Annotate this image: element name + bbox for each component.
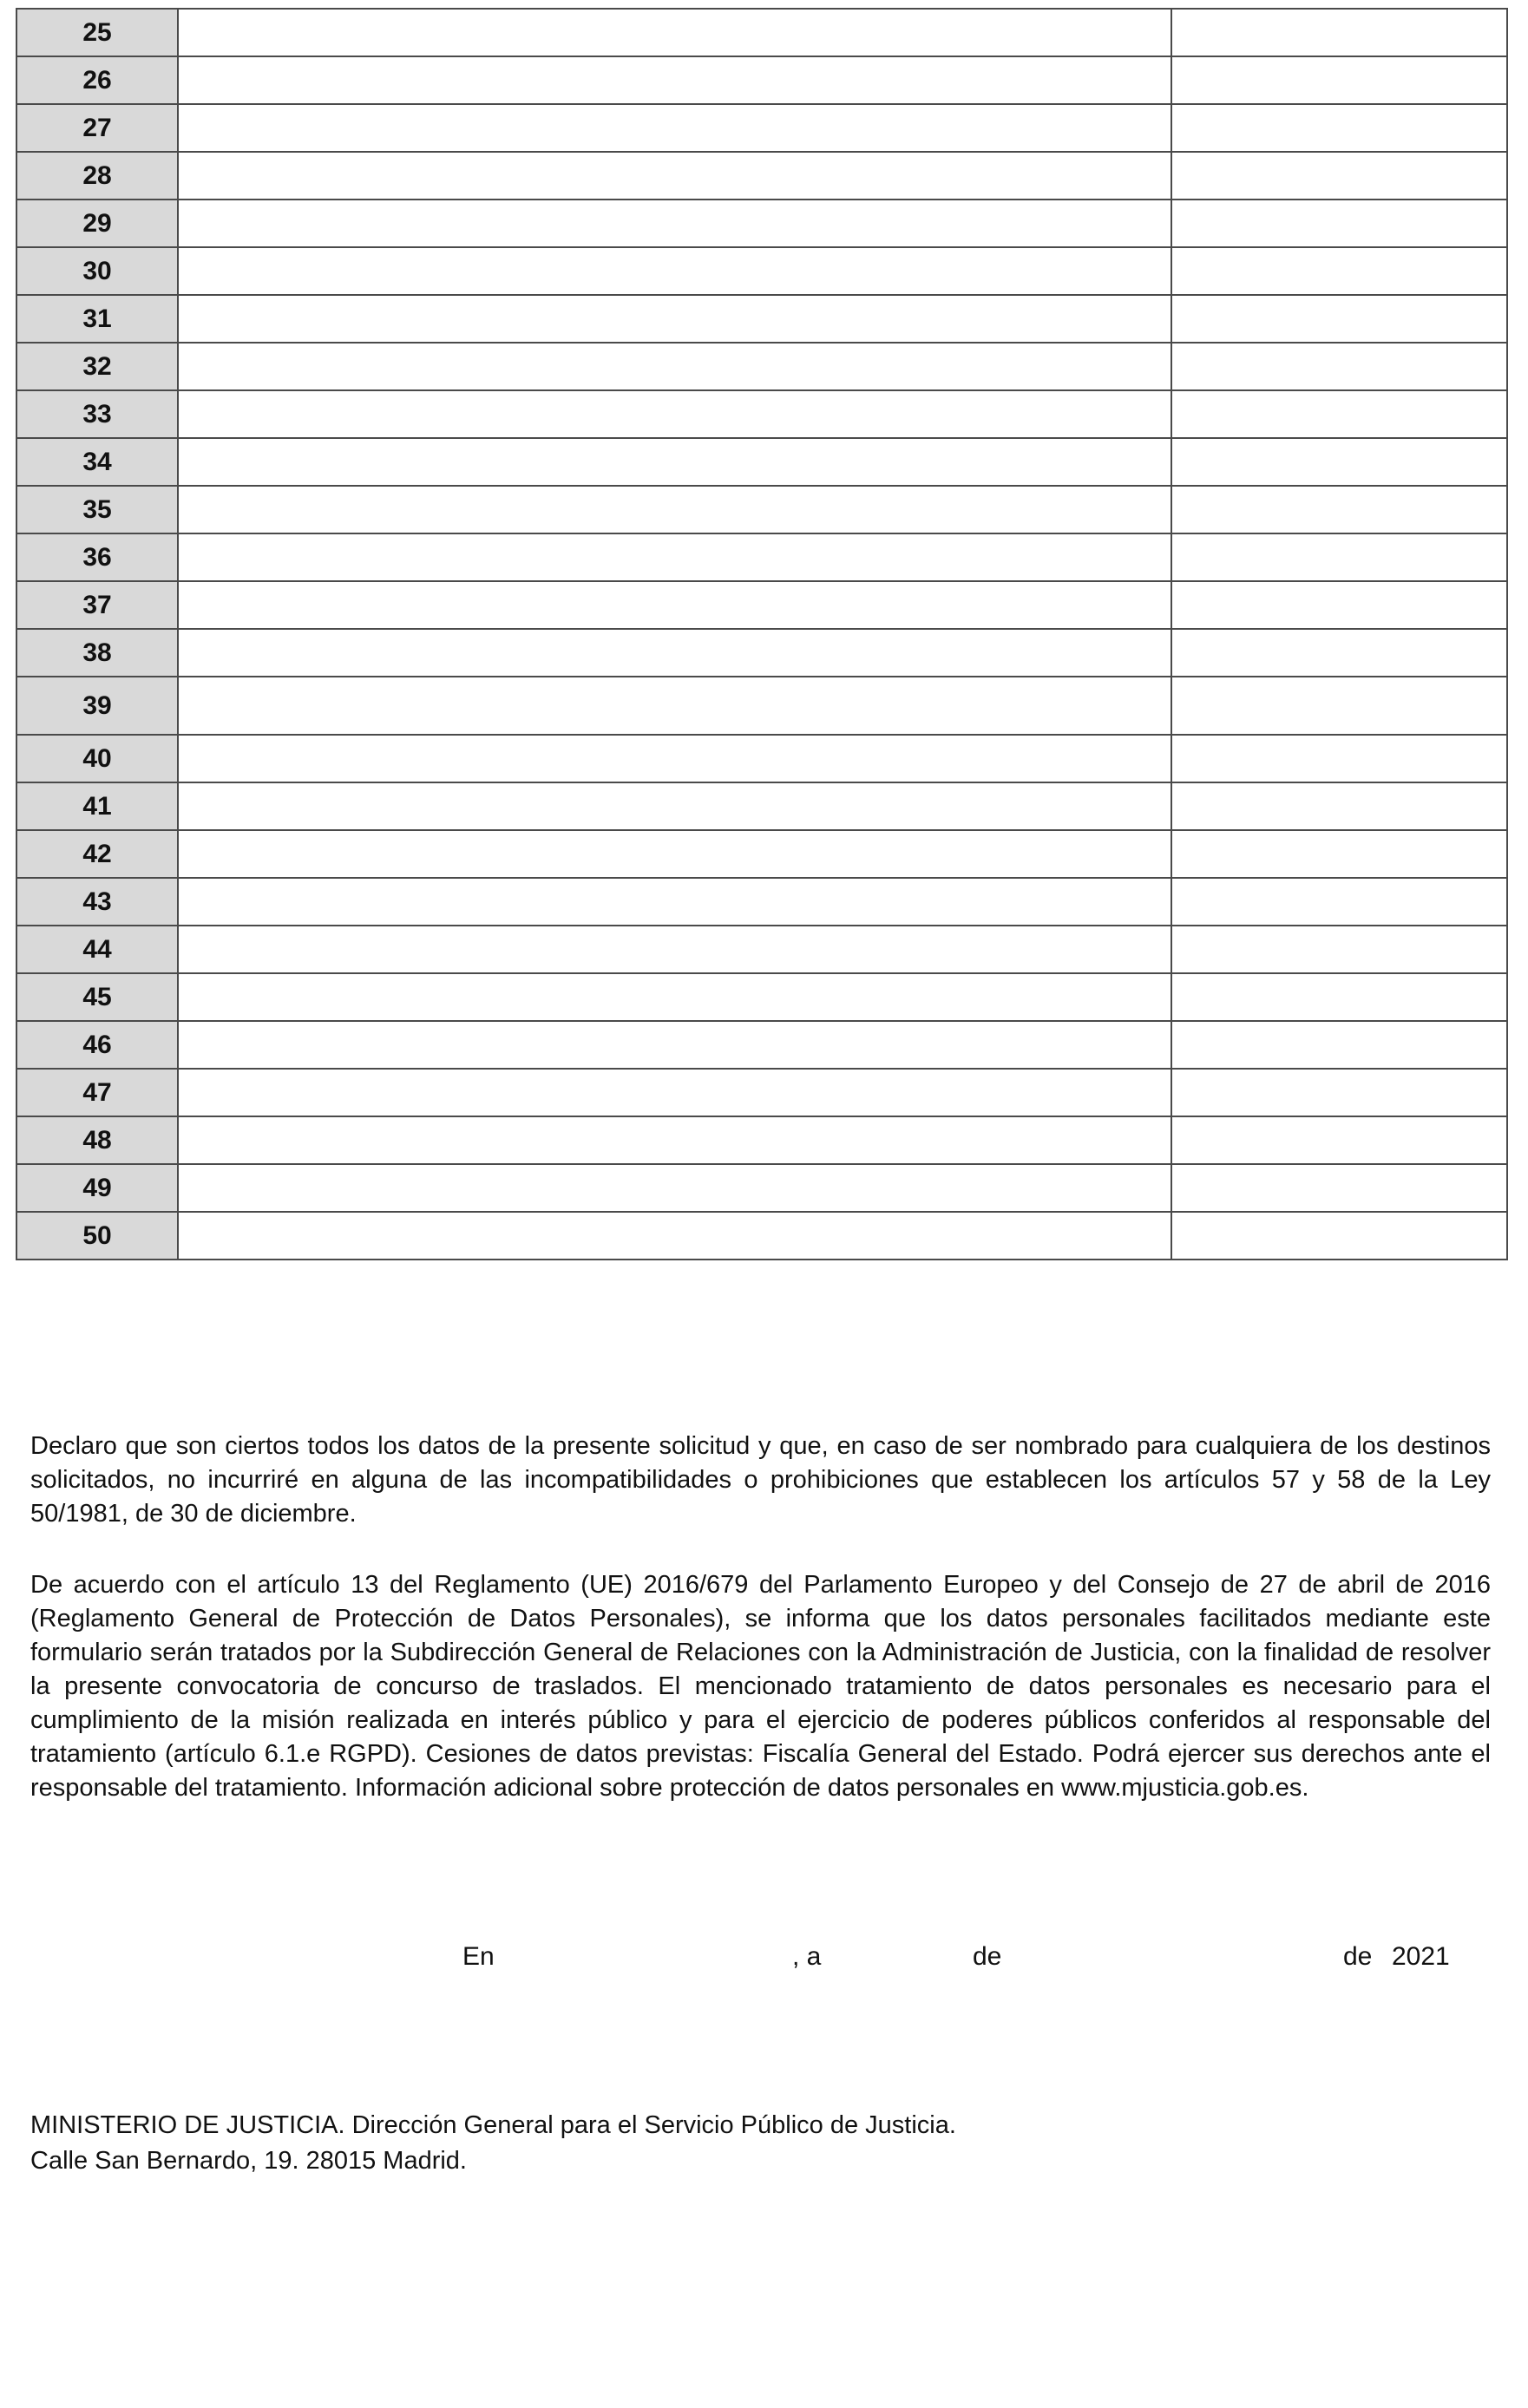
destination-cell[interactable] (178, 486, 1171, 533)
destination-cell[interactable] (178, 247, 1171, 295)
declaration-paragraph: Declaro que son ciertos todos los datos de la presente solicitud y que, en caso de ser nombrado para cualquiera de los destinos solicitados, no incurriré en alguna de las incompatibilidades o prohibiciones que establecen los artículos 57 y 58 de la Ley 50/1981, de 30 de diciembre. (30, 1432, 1491, 1528)
destination-cell[interactable] (178, 56, 1171, 104)
table-row (16, 1021, 1507, 1069)
row-number: 50 (16, 1212, 178, 1260)
row-number: 40 (16, 735, 178, 782)
signature-year-value: 2021 (1392, 1942, 1450, 1971)
destination-cell[interactable] (178, 1021, 1171, 1069)
table-row (16, 533, 1507, 581)
row-number: 35 (16, 486, 178, 533)
code-cell[interactable] (1171, 926, 1507, 973)
row-number: 32 (16, 343, 178, 390)
table-row (16, 973, 1507, 1021)
code-cell[interactable] (1171, 247, 1507, 295)
table-row (16, 438, 1507, 486)
destination-cell[interactable] (178, 1069, 1171, 1116)
table-row (16, 1116, 1507, 1164)
destination-cell[interactable] (178, 830, 1171, 878)
row-number: 26 (16, 56, 178, 104)
table-row (16, 486, 1507, 533)
code-cell[interactable] (1171, 782, 1507, 830)
signature-month-label: de (973, 1942, 1002, 1971)
destination-cell[interactable] (178, 677, 1171, 735)
table-row (16, 1069, 1507, 1116)
code-cell[interactable] (1171, 1069, 1507, 1116)
table-row (16, 295, 1507, 343)
table-row (16, 200, 1507, 247)
code-cell[interactable] (1171, 1212, 1507, 1260)
destination-cell[interactable] (178, 390, 1171, 438)
destination-cell[interactable] (178, 1164, 1171, 1212)
row-number: 48 (16, 1116, 178, 1164)
code-cell[interactable] (1171, 735, 1507, 782)
destination-cell[interactable] (178, 343, 1171, 390)
row-number: 45 (16, 973, 178, 1021)
table-row (16, 1164, 1507, 1212)
table-row (16, 104, 1507, 152)
row-number: 39 (16, 677, 178, 735)
code-cell[interactable] (1171, 200, 1507, 247)
destination-cell[interactable] (178, 926, 1171, 973)
code-cell[interactable] (1171, 878, 1507, 926)
row-number: 36 (16, 533, 178, 581)
row-number: 31 (16, 295, 178, 343)
code-cell[interactable] (1171, 9, 1507, 56)
privacy-paragraph: De acuerdo con el artículo 13 del Reglamento (UE) 2016/679 del Parlamento Europeo y del Consejo de 27 de abril de 2016 (Reglamento General de Protección de Datos Personales), se informa que los datos personales facilitados mediante este formulario serán tratados por la Subdirección General de Relaciones con la Administración de Justicia, con la finalidad de resolver la presente convocatoria de concurso de traslados. El mencionado tratamiento de datos personales es necesario para el cumplimiento de la misión realizada en interés público y para el ejercicio de poderes públicos conferidos al responsable del tratamiento (artículo 6.1.e RGPD). Cesiones de datos previstas: Fiscalía General del Estado. Podrá ejercer sus derechos ante el responsable del tratamiento. Información adicional sobre protección de datos personales en www.mjusticia.gob.es. (30, 1571, 1491, 1802)
row-number: 29 (16, 200, 178, 247)
table-row (16, 878, 1507, 926)
destination-cell[interactable] (178, 104, 1171, 152)
code-cell[interactable] (1171, 104, 1507, 152)
code-cell[interactable] (1171, 486, 1507, 533)
table-row (16, 735, 1507, 782)
destinations-table-body (16, 9, 1507, 1260)
destination-cell[interactable] (178, 533, 1171, 581)
table-row (16, 247, 1507, 295)
table-row (16, 152, 1507, 200)
row-number: 46 (16, 1021, 178, 1069)
row-number: 42 (16, 830, 178, 878)
table-row (16, 343, 1507, 390)
code-cell[interactable] (1171, 1021, 1507, 1069)
destination-cell[interactable] (178, 878, 1171, 926)
code-cell[interactable] (1171, 629, 1507, 677)
table-row (16, 56, 1507, 104)
destination-cell[interactable] (178, 973, 1171, 1021)
row-number: 38 (16, 629, 178, 677)
table-row (16, 629, 1507, 677)
row-number: 43 (16, 878, 178, 926)
code-cell[interactable] (1171, 438, 1507, 486)
row-number: 34 (16, 438, 178, 486)
code-cell[interactable] (1171, 152, 1507, 200)
destination-cell[interactable] (178, 782, 1171, 830)
destination-cell[interactable] (178, 735, 1171, 782)
destination-cell[interactable] (178, 629, 1171, 677)
code-cell[interactable] (1171, 56, 1507, 104)
row-number: 33 (16, 390, 178, 438)
table-row (16, 1212, 1507, 1260)
destination-cell[interactable] (178, 438, 1171, 486)
signature-year-label: de (1343, 1942, 1373, 1971)
code-cell[interactable] (1171, 343, 1507, 390)
code-cell[interactable] (1171, 390, 1507, 438)
row-number: 27 (16, 104, 178, 152)
signature-place-label: En (462, 1942, 495, 1971)
destination-cell[interactable] (178, 1212, 1171, 1260)
signature-day-label: , a (792, 1942, 822, 1971)
code-cell[interactable] (1171, 677, 1507, 735)
destination-cell[interactable] (178, 295, 1171, 343)
footer-ministry: MINISTERIO DE JUSTICIA. Dirección General para el Servicio Público de Justicia. (30, 2111, 956, 2139)
code-cell[interactable] (1171, 1164, 1507, 1212)
row-number: 47 (16, 1069, 178, 1116)
table-row (16, 830, 1507, 878)
destination-cell[interactable] (178, 152, 1171, 200)
code-cell[interactable] (1171, 830, 1507, 878)
row-number: 28 (16, 152, 178, 200)
table-row (16, 9, 1507, 56)
table-row (16, 926, 1507, 973)
footer-address: Calle San Bernardo, 19. 28015 Madrid. (30, 2147, 467, 2175)
row-number: 30 (16, 247, 178, 295)
code-cell[interactable] (1171, 533, 1507, 581)
code-cell[interactable] (1171, 1116, 1507, 1164)
destinations-table (16, 8, 1508, 1260)
row-number: 25 (16, 9, 178, 56)
table-row (16, 677, 1507, 735)
code-cell[interactable] (1171, 295, 1507, 343)
code-cell[interactable] (1171, 973, 1507, 1021)
destination-cell[interactable] (178, 1116, 1171, 1164)
row-number: 44 (16, 926, 178, 973)
row-number: 41 (16, 782, 178, 830)
code-cell[interactable] (1171, 581, 1507, 629)
row-number: 49 (16, 1164, 178, 1212)
table-row (16, 390, 1507, 438)
table-row (16, 782, 1507, 830)
destination-cell[interactable] (178, 9, 1171, 56)
destination-cell[interactable] (178, 581, 1171, 629)
row-number: 37 (16, 581, 178, 629)
destination-cell[interactable] (178, 200, 1171, 247)
table-row (16, 581, 1507, 629)
